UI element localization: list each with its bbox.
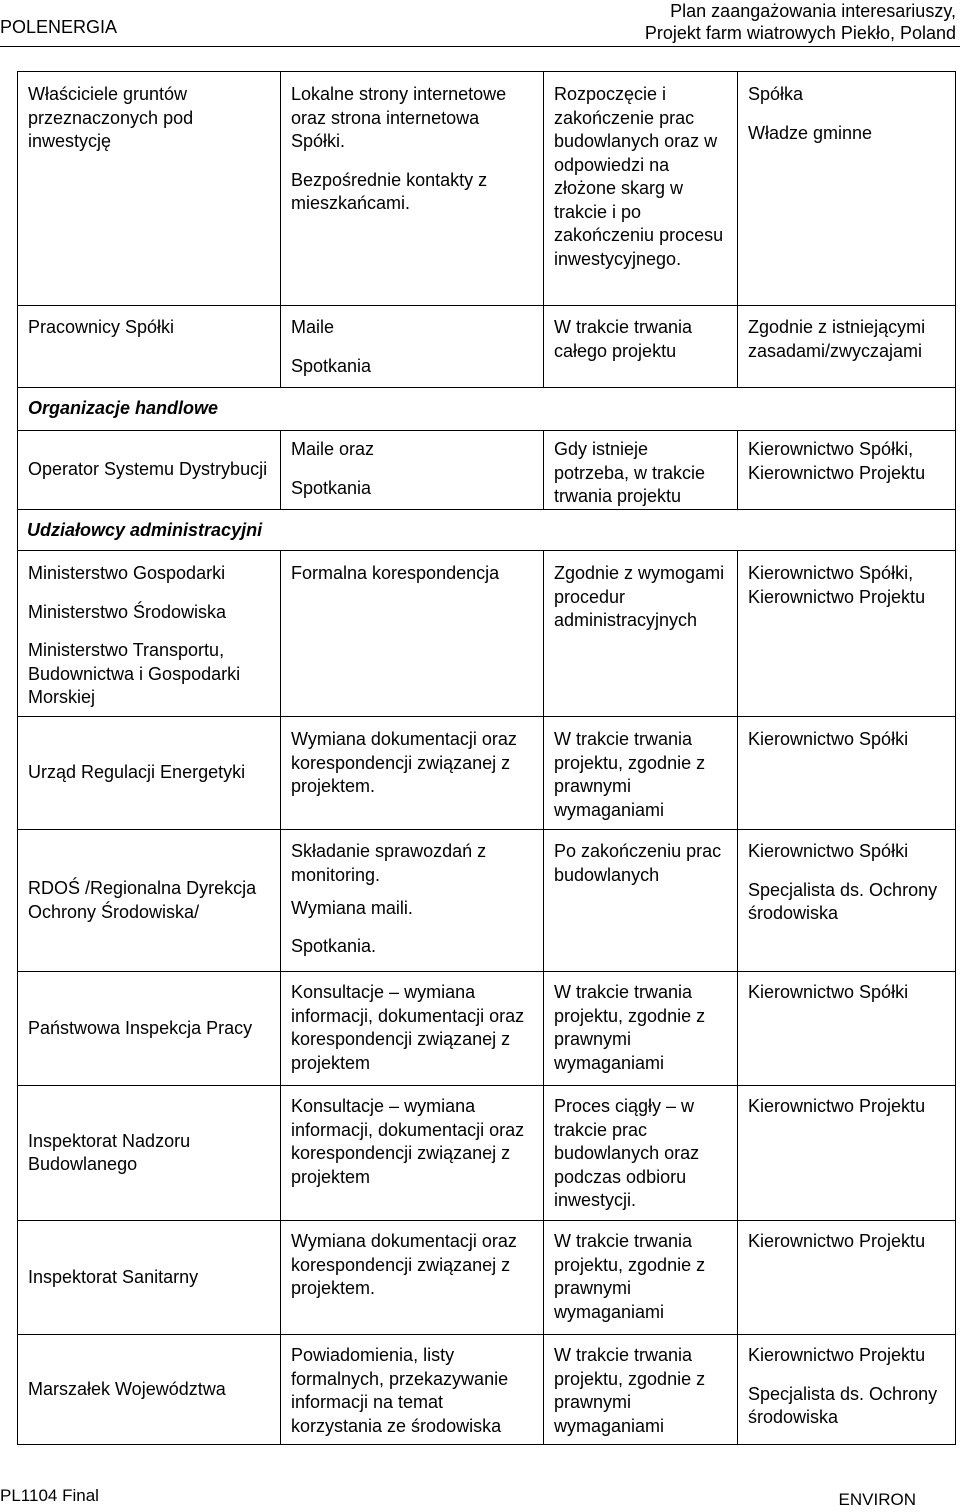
- table-row: [18, 717, 956, 830]
- table-row: [18, 972, 956, 1086]
- table-row: [18, 1221, 956, 1335]
- table-row: [18, 1335, 956, 1445]
- document-id: PL1104 Final: [0, 1486, 99, 1505]
- method-cell: Formalna korespondencja: [281, 551, 544, 717]
- table-row: [18, 431, 956, 510]
- document-title-line-1: Plan zaangażowania interesariuszy,: [670, 1, 956, 21]
- stakeholder-cell: Inspektorat Sanitarny: [18, 1221, 281, 1335]
- stakeholder-cell: Pracownicy Spółki: [18, 306, 281, 388]
- stakeholder-cell: Państwowa Inspekcja Pracy: [18, 972, 281, 1086]
- table-row: [18, 72, 956, 306]
- responsible-cell: Kierownictwo Projektu: [738, 1086, 956, 1221]
- table-row: [18, 1086, 956, 1221]
- timing-cell: W trakcie trwania projektu, zgodnie z prawnymi wymaganiami: [544, 717, 738, 830]
- timing-cell: Gdy istnieje potrzeba, w trakcie trwania projektu: [544, 431, 738, 510]
- document-title-line-2: Projekt farm wiatrowych Piekło, Poland: [644, 23, 956, 43]
- timing-cell: Rozpoczęcie i zakończenie prac budowlanych oraz w odpowiedzi na złożone skarg w trakcie i po zakończeniu procesu inwestycyjnego.: [544, 72, 738, 306]
- method-cell: Lokalne strony internetowe oraz strona internetowa Spółki. Bezpośrednie kontakty z mieszkańcami.: [281, 72, 544, 306]
- responsible-cell: Kierownictwo Projektu Specjalista ds. Ochrony środowiska: [738, 1335, 956, 1445]
- timing-cell: Proces ciągły – w trakcie prac budowlanych oraz podczas odbioru inwestycji.: [544, 1086, 738, 1221]
- timing-cell: W trakcie trwania całego projektu: [544, 306, 738, 388]
- stakeholder-cell: Inspektorat Nadzoru Budowlanego: [18, 1086, 281, 1221]
- responsible-cell: Kierownictwo Spółki, Kierownictwo Projektu: [738, 551, 956, 717]
- responsible-cell: Kierownictwo Spółki Specjalista ds. Ochrony środowiska: [738, 830, 956, 972]
- timing-cell: W trakcie trwania projektu, zgodnie z prawnymi wymaganiami: [544, 1221, 738, 1335]
- method-cell: Wymiana dokumentacji oraz korespondencji związanej z projektem.: [281, 1221, 544, 1335]
- method-cell: Powiadomienia, listy formalnych, przekazywanie informacji na temat korzystania ze środowiska: [281, 1335, 544, 1445]
- section-title: Organizacje handlowe: [18, 388, 956, 431]
- table-row: [18, 306, 956, 388]
- responsible-cell: Zgodnie z istniejącymi zasadami/zwyczajami: [738, 306, 956, 388]
- table-row: [18, 551, 956, 717]
- responsible-cell: Kierownictwo Spółki: [738, 972, 956, 1086]
- table-row: [18, 830, 956, 972]
- document-title: [645, 0, 956, 44]
- method-cell: Konsultacje – wymiana informacji, dokumentacji oraz korespondencji związanej z projektem: [281, 972, 544, 1086]
- timing-cell: W trakcie trwania projektu, zgodnie z prawnymi wymaganiami: [544, 972, 738, 1086]
- timing-cell: W trakcie trwania projektu, zgodnie z prawnymi wymaganiami: [544, 1335, 738, 1445]
- method-cell: Konsultacje – wymiana informacji, dokumentacji oraz korespondencji związanej z projektem: [281, 1086, 544, 1221]
- stakeholder-cell: RDOŚ /Regionalna Dyrekcja Ochrony Środowiska/: [18, 830, 281, 972]
- section-title: Udziałowcy administracyjni: [18, 510, 956, 551]
- timing-cell: Zgodnie z wymogami procedur administracyjnych: [544, 551, 738, 717]
- stakeholder-engagement-table: [17, 71, 956, 1445]
- table-section-header: [18, 388, 956, 431]
- method-cell: Wymiana dokumentacji oraz korespondencji związanej z projektem.: [281, 717, 544, 830]
- responsible-cell: Kierownictwo Spółki, Kierownictwo Projektu: [738, 431, 956, 510]
- header-divider: [0, 46, 960, 47]
- timing-cell: Po zakończeniu prac budowlanych: [544, 830, 738, 972]
- stakeholder-cell: Marszałek Województwa: [18, 1335, 281, 1445]
- method-cell: Maile oraz Spotkania: [281, 431, 544, 510]
- stakeholder-cell: Właściciele gruntów przeznaczonych pod inwestycję: [18, 72, 281, 306]
- responsible-cell: Spółka Władze gminne: [738, 72, 956, 306]
- responsible-cell: Kierownictwo Spółki: [738, 717, 956, 830]
- consultant-name: ENVIRON: [838, 1490, 916, 1509]
- responsible-cell: Kierownictwo Projektu: [738, 1221, 956, 1335]
- stakeholder-cell: Urząd Regulacji Energetyki: [18, 717, 281, 830]
- company-name: POLENERGIA: [0, 17, 118, 37]
- method-cell: Maile Spotkania: [281, 306, 544, 388]
- table-section-header: [18, 510, 956, 551]
- stakeholder-cell: Operator Systemu Dystrybucji: [18, 431, 281, 510]
- method-cell: Składanie sprawozdań z monitoring. Wymiana maili. Spotkania.: [281, 830, 544, 972]
- stakeholder-cell: Ministerstwo Gospodarki Ministerstwo Środowiska Ministerstwo Transportu, Budownictwa i Gospodarki Morskiej: [18, 551, 281, 717]
